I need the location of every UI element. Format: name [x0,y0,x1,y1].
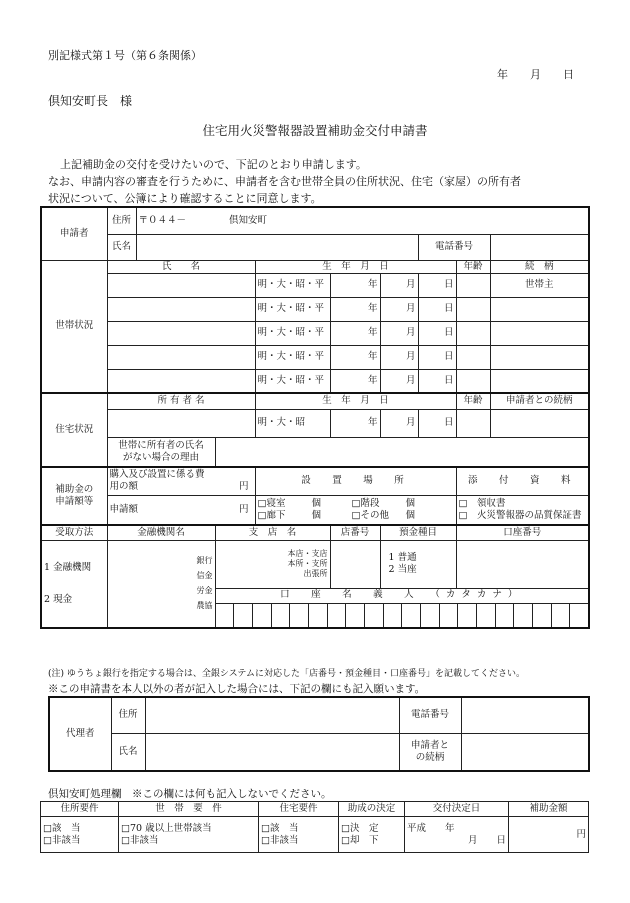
intro-line-1: 上記補助金の交付を受けたいので、下記のとおり申請します。 [60,158,367,171]
apply-amount-field[interactable]: 申請額 円 [107,495,255,525]
household-col-name: 氏 名 [107,260,255,273]
household-relation-field[interactable] [490,321,589,345]
receive-col-type: 預金種目 [380,525,456,540]
attachment-header: 添 付 資 料 [456,467,589,495]
agent-phone-label: 電話番号 [399,697,461,733]
town-name: 倶知安町 [229,214,268,226]
owner-name-field[interactable] [107,409,255,437]
note-yucho: (注) ゆうちょ銀行を指定する場合は、全銀システムに対応した「店番号・預金種目・口座番号」を記載してください。 [48,669,525,679]
owner-year-label: 年 [330,409,380,437]
office-housing-check: □該 当 □非該当 [259,817,339,853]
no-owner-reason-label: 世帯に所有者の氏名 がない場合の理由 [107,437,215,467]
year-label: 年 [330,297,380,321]
no-owner-reason-field[interactable] [215,437,589,467]
subsidy-label: 補助金の 申請額等 [41,467,107,525]
year-label: 年 [330,273,380,297]
era-label: 明・大・昭・平 [255,345,330,369]
applicant-label: 申請者 [41,207,107,260]
day-label: 日 [418,297,456,321]
office-col-address: 住所要件 [41,802,119,817]
month-label: 月 [380,345,418,369]
cost-amount-field[interactable]: 購入及び設置に係る費 用の額 円 [107,467,255,495]
household-name-field[interactable] [107,369,255,393]
receive-col-account: 口座番号 [456,525,589,540]
office-household-check: □70 歳以上世帯該当 □非該当 [119,817,259,853]
household-name-field[interactable] [107,321,255,345]
year-label: 年 [330,369,380,393]
agent-relation-field[interactable] [461,733,589,771]
owner-day-label: 日 [418,409,456,437]
household-col-birth: 生 年 月 日 [255,260,456,273]
branch-name-field[interactable]: 本店・支店 本所・支所 出張所 [215,540,330,588]
intro-line-3: 状況について、公簿により確認することに同意します。 [48,192,322,205]
month-label: 月 [380,321,418,345]
office-use-table [40,801,589,853]
housing-col-relation: 申請者との続柄 [490,393,589,409]
applicant-phone-label: 電話番号 [418,234,490,260]
office-decision-date: 平成 年 月 日 [405,817,509,853]
day-label: 日 [418,321,456,345]
agent-label: 代理者 [49,697,111,771]
receive-col-bank: 金融機関名 [107,525,215,540]
owner-era-label: 明・大・昭 [255,409,330,437]
month-label: 月 [380,369,418,393]
office-col-housing: 住宅要件 [259,802,339,817]
household-age-field[interactable] [456,297,490,321]
era-label: 明・大・昭・平 [255,321,330,345]
owner-relation-field[interactable] [490,409,589,437]
page-title: 住宅用火災警報器設置補助金交付申請書 [202,123,428,138]
household-col-age: 年齢 [456,260,490,273]
deposit-type-options[interactable]: 1 普通 2 当座 [380,540,456,588]
household-relation-field[interactable] [490,297,589,321]
year-label: 年 [330,345,380,369]
receive-col-method: 受取方法 [41,525,107,540]
household-col-relation: 続 柄 [490,260,589,273]
agent-phone-field[interactable] [461,697,589,733]
housing-label: 住宅状況 [41,393,107,467]
household-row [41,321,589,345]
postal-code: 〒０４４－ [138,214,187,226]
office-col-amount: 補助金額 [509,802,589,817]
month-label: 月 [380,273,418,297]
receive-col-branch-no: 店番号 [330,525,380,540]
agent-relation-label: 申請者と の続柄 [399,733,461,771]
household-age-field[interactable] [456,273,490,297]
addressee: 倶知安町長 様 [48,94,133,108]
day-label: 日 [418,369,456,393]
date-line: 年 月 日 [497,68,574,81]
applicant-address-field[interactable] [136,207,589,234]
agent-name-field[interactable] [145,733,399,771]
agent-name-label: 氏名 [111,733,145,771]
attachment-checkboxes[interactable]: □ 領収書 □ 火災警報器の品質保証書 [456,495,589,525]
household-relation-field[interactable] [490,369,589,393]
household-relation-field: 世帯主 [490,273,589,297]
household-row [41,297,589,321]
intro-line-2: なお、申請内容の審査を行うために、申請者を含む世帯全員の住所状況、住宅（家屋）の所有者 [48,175,521,188]
household-row [41,369,589,393]
household-label: 世帯状況 [41,260,107,393]
housing-col-owner: 所 有 者 名 [107,393,255,409]
household-age-field[interactable] [456,369,490,393]
housing-col-birth: 生 年 月 日 [255,393,456,409]
bank-name-field[interactable]: 銀行 信金 労金 農協 [107,540,215,628]
note-agent: ※この申請書を本人以外の者が記入した場合には、下記の欄にも記入願います。 [48,683,426,695]
applicant-address-label: 住所 [107,207,136,234]
agent-address-field[interactable] [145,697,399,733]
era-label: 明・大・昭・平 [255,273,330,297]
day-label: 日 [418,345,456,369]
office-col-household: 世 帯 要 件 [119,802,259,817]
household-age-field[interactable] [456,345,490,369]
household-name-field[interactable] [107,273,255,297]
household-row [41,273,589,297]
office-amount: 円 [509,817,589,853]
household-age-field[interactable] [456,321,490,345]
household-name-field[interactable] [107,345,255,369]
household-name-field[interactable] [107,297,255,321]
year-label: 年 [330,321,380,345]
month-label: 月 [380,297,418,321]
applicant-phone-field[interactable] [490,234,589,260]
era-label: 明・大・昭・平 [255,297,330,321]
applicant-name-field[interactable] [136,234,418,260]
office-col-date: 交付決定日 [405,802,509,817]
account-holder-field[interactable]: 口 座 名 義 人 （カタカナ） [215,588,589,628]
account-number-field[interactable] [456,540,589,588]
era-label: 明・大・昭・平 [255,369,330,393]
receive-method-options[interactable]: 1 金融機関 2 現金 [41,540,107,628]
office-col-decision: 助成の決定 [339,802,405,817]
application-form [40,206,590,629]
applicant-name-label: 氏名 [107,234,136,260]
household-row [41,345,589,369]
household-relation-field[interactable] [490,345,589,369]
owner-month-label: 月 [380,409,418,437]
agent-address-label: 住所 [111,697,145,733]
branch-number-field[interactable] [330,540,380,588]
form-number: 別記様式第１号（第６条関係） [48,49,202,62]
day-label: 日 [418,273,456,297]
install-place-header: 設 置 場 所 [255,467,456,495]
agent-form [48,696,590,772]
owner-age-field[interactable] [456,409,490,437]
receive-col-branch: 支 店 名 [215,525,330,540]
housing-col-age: 年齢 [456,393,490,409]
office-use-title: 倶知安町処理欄 ※この欄には何も記入しないでください。 [48,788,332,800]
office-address-check: □該 当 □非該当 [41,817,119,853]
office-decision-check: □決 定 □却 下 [339,817,405,853]
install-place-checkboxes[interactable]: □寝室 個 □階段 個 □廊下 個 □その他 個 [255,495,456,525]
